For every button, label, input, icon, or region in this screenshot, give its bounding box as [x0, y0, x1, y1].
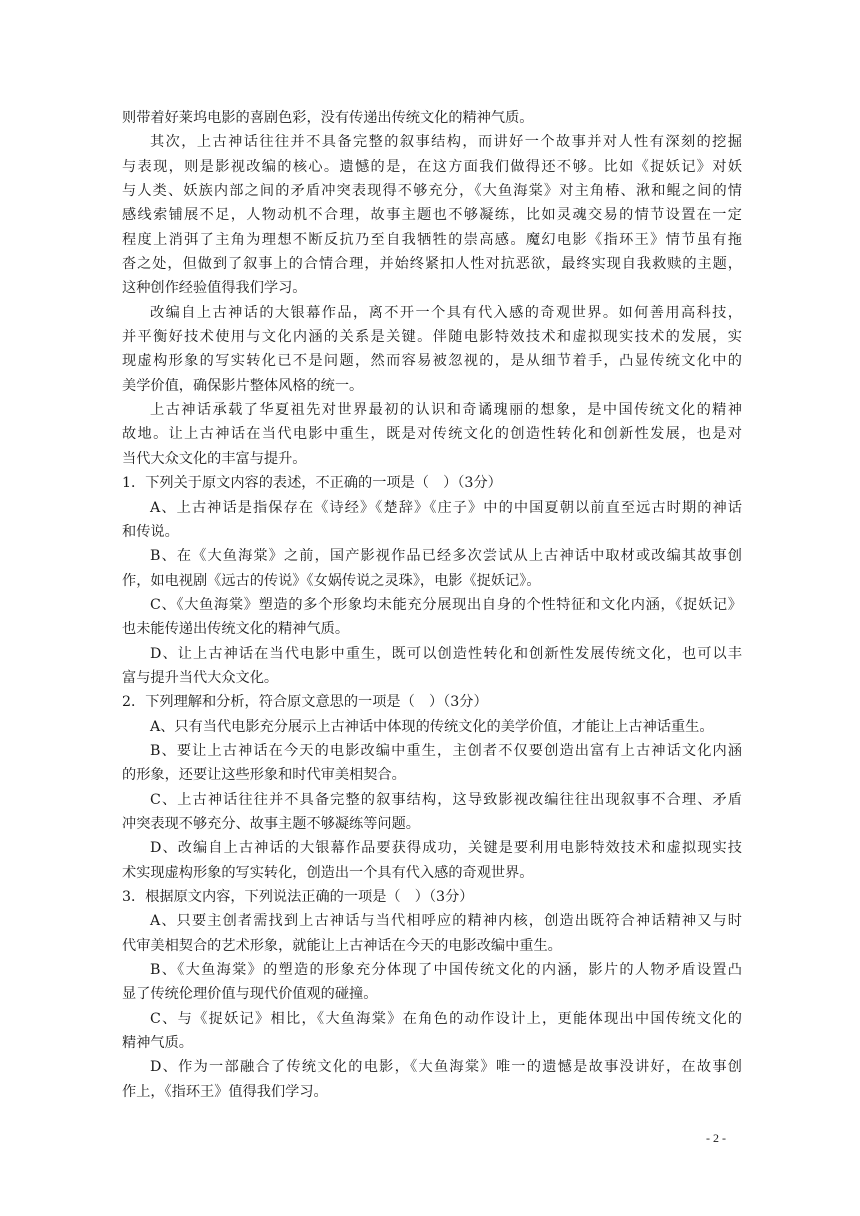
text-line: 并平衡好技术使用与文化内涵的关系是关键。伴随电影特效技术和虚拟现实技术的发展，实 [122, 329, 742, 346]
text-line: 作上，《指环王》值得我们学习。 [122, 1083, 328, 1100]
text-line: D、让上古神话在当代电影中重生，既可以创造性转化和创新性发展传统文化，也可以丰 [150, 645, 742, 662]
text-line: 3．根据原文内容，下列说法正确的一项是（ ）（3分） [122, 889, 474, 905]
text-line: 1．下列关于原文内容的表述，不正确的一项是（ ）（3分） [122, 475, 502, 492]
text-line: 上古神话承载了华夏祖先对世界最初的认识和奇谲瑰丽的想象，是中国传统文化的精神 [150, 402, 742, 419]
text-line: 精神气质。 [122, 1035, 193, 1052]
text-line: 代审美相契合的艺术形象，就能让上古神话在今天的电影改编中重生。 [122, 937, 562, 954]
text-line: B、要让上古神话在今天的电影改编中重生，主创者不仅要创造出富有上古神话文化内涵 [150, 742, 742, 759]
text-line: A、上古神话是指保存在《诗经》《楚辞》《庄子》中的中国夏朝以前直至远古时期的神话 [150, 499, 742, 516]
text-line: A、只要主创者需找到上古神话与当代相呼应的精神内核，创造出既符合神话精神又与时 [150, 913, 742, 930]
text-line: 和传说。 [122, 523, 179, 540]
text-line: A、只有当代电影充分展示上古神话中体现的传统文化的美学价值，才能让上古神话重生。 [150, 718, 714, 735]
page-number: - 2 - [706, 1131, 726, 1145]
text-line: 与人类、妖族内部之间的矛盾冲突表现得不够充分，《大鱼海棠》对主角椿、湫和鲲之间的情 [122, 183, 742, 200]
text-line: C、上古神话往往并不具备完整的叙事结构，这导致影视改编往往出现叙事不合理、矛盾 [150, 791, 742, 808]
text-line: C、与《捉妖记》相比，《大鱼海棠》在角色的动作设计上，更能体现出中国传统文化的 [150, 1010, 742, 1027]
text-line: 这种创作经验值得我们学习。 [122, 280, 307, 297]
text-line: 与表现，则是影视改编的核心。遗憾的是，在这方面我们做得还不够。比如《捉妖记》对妖 [122, 158, 742, 175]
text-line: B、《大鱼海棠》的塑造的形象充分体现了中国传统文化的内涵，影片的人物矛盾设置凸 [150, 962, 742, 979]
text-line: 现虚构形象的写实转化已不是问题，然而容易被忽视的，是从细节着手，凸显传统文化中的 [122, 353, 742, 370]
text-line: 冲突表现不够充分、故事主题不够凝练等问题。 [122, 815, 420, 832]
text-line: D、作为一部融合了传统文化的电影，《大鱼海棠》唯一的遗憾是故事没讲好，在故事创 [150, 1059, 742, 1076]
text-line: 沓之处，但做到了叙事上的合情合理，并始终紧扣人性对抗恶欲，最终实现自我救赎的主题， [122, 256, 742, 273]
text-line: 程度上消弭了主角为理想不断反抗乃至自我牺牲的崇高感。魔幻电影《指环王》情节虽有拖 [122, 231, 742, 248]
text-line: 故地。让上古神话在当代电影中重生，既是对传统文化的创造性转化和创新性发展，也是对 [122, 426, 742, 443]
text-line: B、在《大鱼海棠》之前，国产影视作品已经多次尝试从上古神话中取材或改编其故事创 [150, 548, 742, 565]
text-line: C、《大鱼海棠》塑造的多个形象均未能充分展现出自身的个性特征和文化内涵，《捉妖记》 [150, 596, 742, 613]
text-line: 作，如电视剧《远古的传说》《女娲传说之灵珠》，电影《捉妖记》。 [122, 572, 541, 589]
text-line: 则带着好莱坞电影的喜剧色彩，没有传递出传统文化的精神气质。 [122, 110, 534, 126]
text-line: 显了传统伦理价值与现代价值观的碰撞。 [122, 986, 378, 1003]
text-line: 改编自上古神话的大银幕作品，离不开一个具有代入感的奇观世界。如何善用高科技， [150, 304, 742, 321]
text-line: 2．下列理解和分析，符合原文意思的一项是（ ）（3分） [122, 694, 488, 711]
document-body [122, 106, 742, 1104]
text-line: 富与提升当代大众文化。 [122, 669, 279, 686]
text-line: 当代大众文化的丰富与提升。 [122, 450, 307, 467]
text-line: 美学价值，确保影片整体风格的统一。 [122, 377, 364, 394]
text-line: D、改编自上古神话的大银幕作品要获得成功，关键是要利用电影特效技术和虚拟现实技 [150, 840, 742, 857]
text-line: 其次，上古神话往往并不具备完整的叙事结构，而讲好一个故事并对人性有深刻的挖掘 [150, 134, 742, 151]
text-line: 的形象，还要让这些形象和时代审美相契合。 [122, 767, 406, 784]
text-line: 感线索铺展不足，人物动机不合理，故事主题也不够凝练，比如灵魂交易的情节设置在一定 [122, 207, 742, 224]
text-line: 也未能传递出传统文化的精神气质。 [122, 621, 350, 638]
text-line: 术实现虚构形象的写实转化，创造出一个具有代入感的奇观世界。 [122, 864, 534, 881]
